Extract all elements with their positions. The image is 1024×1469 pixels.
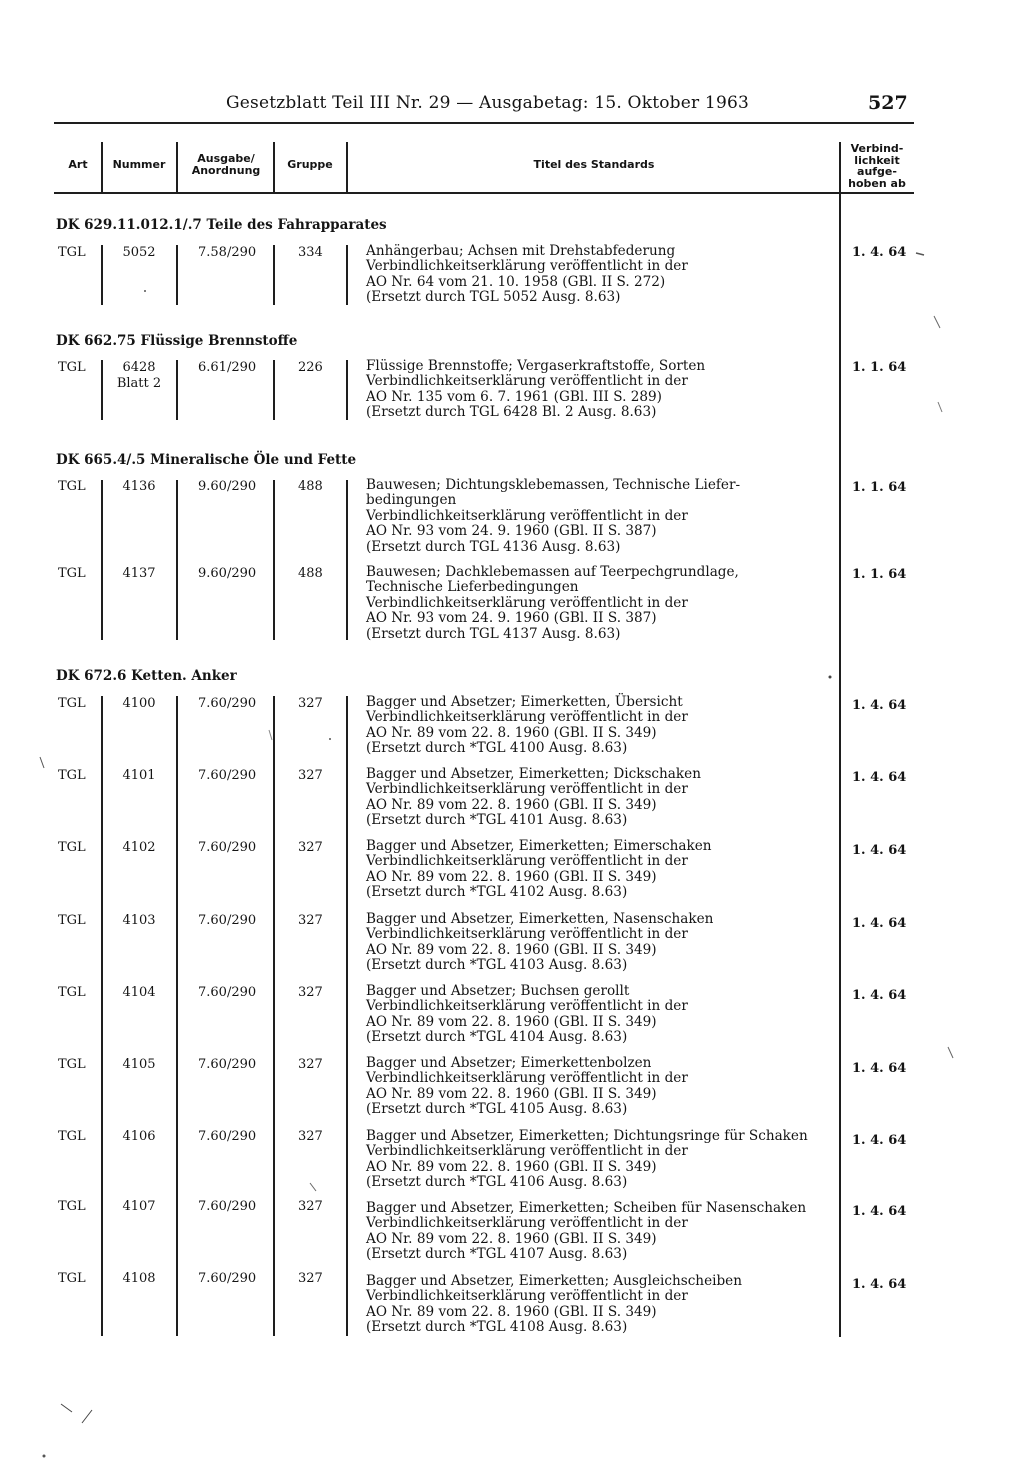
cell-title-line: AO Nr. 89 vom 22. 8. 1960 (GBl. II S. 349) <box>366 868 657 885</box>
cell-title-line: (Ersetzt durch *TGL 4107 Ausg. 8.63) <box>366 1246 628 1263</box>
cell-title-line: AO Nr. 89 vom 22. 8. 1960 (GBl. II S. 349) <box>366 1013 657 1030</box>
cell-gruppe: 327 <box>298 913 323 928</box>
cell-title-line: Bagger und Absetzer; Eimerkettenbolzen <box>366 1055 652 1071</box>
cell-gruppe: 226 <box>298 360 323 375</box>
cell-title-line: Bagger und Absetzer, Eimerketten; Eimerschaken <box>366 838 712 854</box>
row-divider <box>346 696 348 1336</box>
cell-gruppe: 327 <box>298 1271 323 1286</box>
cell-art: TGL <box>58 696 86 711</box>
cell-title-line: Verbindlichkeitserklärung veröffentlicht in der <box>366 781 688 798</box>
cell-ausgabe: 9.60/290 <box>198 479 257 494</box>
col-header-titel: Titel des Standards <box>533 158 655 171</box>
col-divider-5 <box>839 142 841 1337</box>
cell-aufgehoben: 1. 1. 64 <box>852 360 907 375</box>
cell-title-line: AO Nr. 89 vom 22. 8. 1960 (GBl. II S. 349) <box>366 796 657 813</box>
row-divider <box>101 696 103 1336</box>
cell-title-line: Verbindlichkeitserklärung veröffentlicht in der <box>366 853 688 870</box>
row-divider <box>176 360 178 420</box>
cell-title-line: AO Nr. 89 vom 22. 8. 1960 (GBl. II S. 349) <box>366 1158 657 1175</box>
cell-nummer-line: 6428 <box>122 360 156 375</box>
cell-art: TGL <box>58 245 86 260</box>
col-divider-2 <box>176 142 178 192</box>
cell-title <box>366 1056 688 1118</box>
speck-mark <box>40 757 44 768</box>
speck-mark <box>61 1404 72 1412</box>
cell-ausgabe: 7.60/290 <box>198 696 257 711</box>
cell-title-line: (Ersetzt durch *TGL 4108 Ausg. 8.63) <box>366 1319 628 1336</box>
cell-nummer: 4136 <box>122 479 156 494</box>
cell-gruppe: 334 <box>298 245 323 260</box>
cell-art: TGL <box>58 985 86 1000</box>
cell-title-line: Verbindlichkeitserklärung veröffentlicht in der <box>366 258 688 275</box>
speck-mark <box>310 1183 316 1191</box>
section-heading: DK 662.75 Flüssige Brennstoffe <box>56 333 298 349</box>
col-divider-3 <box>273 142 275 192</box>
cell-aufgehoben: 1. 1. 64 <box>852 567 907 582</box>
speck-mark <box>82 1410 92 1423</box>
cell-gruppe: 488 <box>298 566 323 581</box>
speck-mark <box>948 1047 953 1058</box>
cell-ausgabe: 7.60/290 <box>198 1199 257 1214</box>
cell-title-line: Verbindlichkeitserklärung veröffentlicht in der <box>366 1288 688 1305</box>
cell-nummer: 4137 <box>122 566 156 581</box>
col-divider-1 <box>101 142 103 192</box>
cell-nummer: 4106 <box>122 1129 156 1144</box>
cell-nummer: 4102 <box>122 840 156 855</box>
cell-title-line: AO Nr. 64 vom 21. 10. 1958 (GBl. II S. 272) <box>366 273 666 290</box>
cell-title-line: AO Nr. 93 vom 24. 9. 1960 (GBl. II S. 387) <box>366 610 657 627</box>
speck-mark <box>269 730 272 740</box>
cell-aufgehoben: 1. 4. 64 <box>852 245 907 260</box>
row-divider <box>176 696 178 1336</box>
cell-ausgabe: 7.60/290 <box>198 1129 257 1144</box>
row-divider <box>346 480 348 640</box>
cell-title <box>366 695 688 757</box>
cell-aufgehoben: 1. 4. 64 <box>852 1133 907 1148</box>
col-header-gruppe: Gruppe <box>287 158 333 171</box>
cell-title-line: Bagger und Absetzer; Eimerketten, Übersicht <box>366 694 683 710</box>
cell-aufgehoben: 1. 4. 64 <box>852 843 907 858</box>
cell-nummer: 4104 <box>122 985 156 1000</box>
cell-title <box>366 244 688 306</box>
cell-title-line: (Ersetzt durch *TGL 4104 Ausg. 8.63) <box>366 1029 628 1046</box>
cell-art: TGL <box>58 566 86 581</box>
cell-title-line: (Ersetzt durch *TGL 4100 Ausg. 8.63) <box>366 740 628 757</box>
cell-title-line: AO Nr. 89 vom 22. 8. 1960 (GBl. II S. 349) <box>366 1230 657 1247</box>
cell-title <box>366 565 739 642</box>
row-divider <box>273 480 275 640</box>
row-divider <box>346 360 348 420</box>
cell-title-line: (Ersetzt durch TGL 4137 Ausg. 8.63) <box>366 625 621 642</box>
cell-title-line: AO Nr. 135 vom 6. 7. 1961 (GBl. III S. 289) <box>366 388 662 405</box>
col-header-aufgehoben <box>842 143 912 189</box>
header-top-rule <box>54 122 914 124</box>
speck-dot <box>144 290 146 292</box>
cell-title <box>366 984 688 1046</box>
cell-title-line: AO Nr. 89 vom 22. 8. 1960 (GBl. II S. 349) <box>366 1085 657 1102</box>
cell-title <box>366 1201 806 1263</box>
cell-nummer-line: Blatt 2 <box>116 375 162 391</box>
speck-dot <box>829 676 832 679</box>
cell-title-line: Bagger und Absetzer, Eimerketten; Dickschaken <box>366 766 701 782</box>
cell-nummer: 4107 <box>122 1199 156 1214</box>
col-header-aufgehoben-line1: Verbind- <box>850 142 904 155</box>
cell-title-line: Verbindlichkeitserklärung veröffentlicht in der <box>366 373 688 390</box>
cell-nummer: 4105 <box>122 1057 156 1072</box>
cell-title-line: Flüssige Brennstoffe; Vergaserkraftstoffe, Sorten <box>366 358 706 374</box>
col-header-aufgehoben-line2: lichkeit <box>854 153 900 167</box>
cell-title-line: (Ersetzt durch TGL 6428 Bl. 2 Ausg. 8.63) <box>366 404 657 421</box>
cell-aufgehoben: 1. 4. 64 <box>852 916 907 931</box>
section-heading: DK 629.11.012.1/.7 Teile des Fahrapparates <box>56 217 387 233</box>
cell-ausgabe: 7.60/290 <box>198 768 257 783</box>
cell-nummer: 4101 <box>122 768 156 783</box>
row-divider <box>273 245 275 305</box>
speck-mark <box>916 253 924 255</box>
cell-title <box>366 478 740 555</box>
cell-ausgabe: 6.61/290 <box>198 360 257 375</box>
speck-dot <box>329 738 331 740</box>
cell-nummer: 4108 <box>122 1271 156 1286</box>
col-header-ausgabe <box>180 153 272 177</box>
row-divider <box>346 245 348 305</box>
cell-title-line: Verbindlichkeitserklärung veröffentlicht in der <box>366 1143 688 1160</box>
cell-title <box>366 912 713 974</box>
cell-aufgehoben: 1. 4. 64 <box>852 988 907 1003</box>
cell-ausgabe: 7.60/290 <box>198 913 257 928</box>
col-header-nummer: Nummer <box>112 158 166 171</box>
cell-gruppe: 327 <box>298 1057 323 1072</box>
speck-mark <box>938 402 942 412</box>
row-divider <box>101 480 103 640</box>
cell-gruppe: 327 <box>298 768 323 783</box>
section-heading: DK 672.6 Ketten. Anker <box>56 668 237 684</box>
cell-ausgabe: 7.60/290 <box>198 840 257 855</box>
cell-ausgabe: 7.60/290 <box>198 985 257 1000</box>
cell-title-line: (Ersetzt durch *TGL 4103 Ausg. 8.63) <box>366 957 628 974</box>
cell-title <box>366 767 701 829</box>
cell-title-line: Anhängerbau; Achsen mit Drehstabfederung <box>366 243 676 259</box>
cell-gruppe: 327 <box>298 696 323 711</box>
cell-gruppe: 327 <box>298 1129 323 1144</box>
col-header-aufgehoben-line4: hoben ab <box>848 176 906 190</box>
cell-gruppe: 327 <box>298 840 323 855</box>
cell-art: TGL <box>58 913 86 928</box>
cell-art: TGL <box>58 1199 86 1214</box>
cell-title-line: (Ersetzt durch *TGL 4106 Ausg. 8.63) <box>366 1174 628 1191</box>
cell-art: TGL <box>58 840 86 855</box>
cell-ausgabe: 9.60/290 <box>198 566 257 581</box>
cell-title-line: Verbindlichkeitserklärung veröffentlicht in der <box>366 926 688 943</box>
cell-nummer: 5052 <box>122 245 156 260</box>
cell-title <box>366 1274 742 1336</box>
cell-art: TGL <box>58 479 86 494</box>
row-divider <box>176 245 178 305</box>
cell-title-line: Bagger und Absetzer, Eimerketten; Scheiben für Nasenschaken <box>366 1200 807 1216</box>
cell-title-line: Verbindlichkeitserklärung veröffentlicht in der <box>366 507 688 524</box>
row-divider <box>273 696 275 1336</box>
cell-art: TGL <box>58 360 86 375</box>
cell-title-line: Technische Lieferbedingungen <box>366 579 579 596</box>
cell-title <box>366 1129 808 1191</box>
cell-title-line: bedingungen <box>366 492 457 509</box>
cell-title-line: (Ersetzt durch *TGL 4101 Ausg. 8.63) <box>366 812 628 829</box>
cell-title <box>366 839 712 901</box>
cell-aufgehoben: 1. 4. 64 <box>852 770 907 785</box>
cell-title-line: (Ersetzt durch *TGL 4102 Ausg. 8.63) <box>366 884 628 901</box>
cell-title <box>366 359 705 421</box>
page-header-title: Gesetzblatt Teil III Nr. 29 — Ausgabetag: 15. Oktober 1963 <box>226 93 749 113</box>
section-heading: DK 665.4/.5 Mineralische Öle und Fette <box>56 452 357 468</box>
cell-title-line: (Ersetzt durch *TGL 4105 Ausg. 8.63) <box>366 1101 628 1118</box>
cell-title-line: (Ersetzt durch TGL 5052 Ausg. 8.63) <box>366 289 621 306</box>
cell-art: TGL <box>58 768 86 783</box>
cell-nummer <box>102 360 176 391</box>
row-divider <box>176 480 178 640</box>
cell-nummer: 4100 <box>122 696 156 711</box>
cell-title-line: (Ersetzt durch TGL 4136 Ausg. 8.63) <box>366 538 621 555</box>
cell-aufgehoben: 1. 4. 64 <box>852 1277 907 1292</box>
cell-title-line: Verbindlichkeitserklärung veröffentlicht in der <box>366 1070 688 1087</box>
cell-title-line: AO Nr. 89 vom 22. 8. 1960 (GBl. II S. 349) <box>366 1303 657 1320</box>
cell-gruppe: 327 <box>298 1199 323 1214</box>
cell-gruppe: 327 <box>298 985 323 1000</box>
col-header-aufgehoben-line3: aufge- <box>857 165 897 178</box>
cell-title-line: Bagger und Absetzer; Buchsen gerollt <box>366 983 630 999</box>
cell-title-line: Bagger und Absetzer, Eimerketten; Dichtungsringe für Schaken <box>366 1128 808 1144</box>
cell-title-line: AO Nr. 93 vom 24. 9. 1960 (GBl. II S. 387) <box>366 523 657 540</box>
col-header-ausgabe-line1: Ausgabe/ <box>197 152 255 165</box>
cell-art: TGL <box>58 1057 86 1072</box>
cell-aufgehoben: 1. 4. 64 <box>852 1061 907 1076</box>
cell-art: TGL <box>58 1271 86 1286</box>
cell-title-line: Bauwesen; Dichtungsklebemassen, Technische Liefer- <box>366 477 741 493</box>
cell-title-line: AO Nr. 89 vom 22. 8. 1960 (GBl. II S. 349) <box>366 724 657 741</box>
cell-title-line: Verbindlichkeitserklärung veröffentlicht in der <box>366 998 688 1015</box>
cell-nummer: 4103 <box>122 913 156 928</box>
col-header-ausgabe-line2: Anordnung <box>191 164 261 177</box>
cell-ausgabe: 7.58/290 <box>198 245 257 260</box>
cell-gruppe: 488 <box>298 479 323 494</box>
cell-aufgehoben: 1. 4. 64 <box>852 698 907 713</box>
speck-mark <box>934 316 940 328</box>
cell-title-line: Verbindlichkeitserklärung veröffentlicht in der <box>366 1215 688 1232</box>
cell-aufgehoben: 1. 4. 64 <box>852 1204 907 1219</box>
cell-ausgabe: 7.60/290 <box>198 1057 257 1072</box>
header-bottom-rule <box>54 192 914 194</box>
col-divider-4 <box>346 142 348 192</box>
cell-title-line: Bagger und Absetzer, Eimerketten, Nasenschaken <box>366 911 714 927</box>
cell-aufgehoben: 1. 1. 64 <box>852 480 907 495</box>
cell-title-line: Bauwesen; Dachklebemassen auf Teerpechgrundlage, <box>366 564 739 580</box>
cell-title-line: Verbindlichkeitserklärung veröffentlicht in der <box>366 594 688 611</box>
page-number: 527 <box>868 92 908 114</box>
cell-title-line: Verbindlichkeitserklärung veröffentlicht in der <box>366 709 688 726</box>
speck-dot <box>43 1455 46 1458</box>
row-divider <box>273 360 275 420</box>
cell-art: TGL <box>58 1129 86 1144</box>
col-header-art: Art <box>68 158 88 171</box>
cell-ausgabe: 7.60/290 <box>198 1271 257 1286</box>
cell-title-line: AO Nr. 89 vom 22. 8. 1960 (GBl. II S. 349) <box>366 941 657 958</box>
cell-title-line: Bagger und Absetzer, Eimerketten; Ausgleichscheiben <box>366 1273 742 1289</box>
